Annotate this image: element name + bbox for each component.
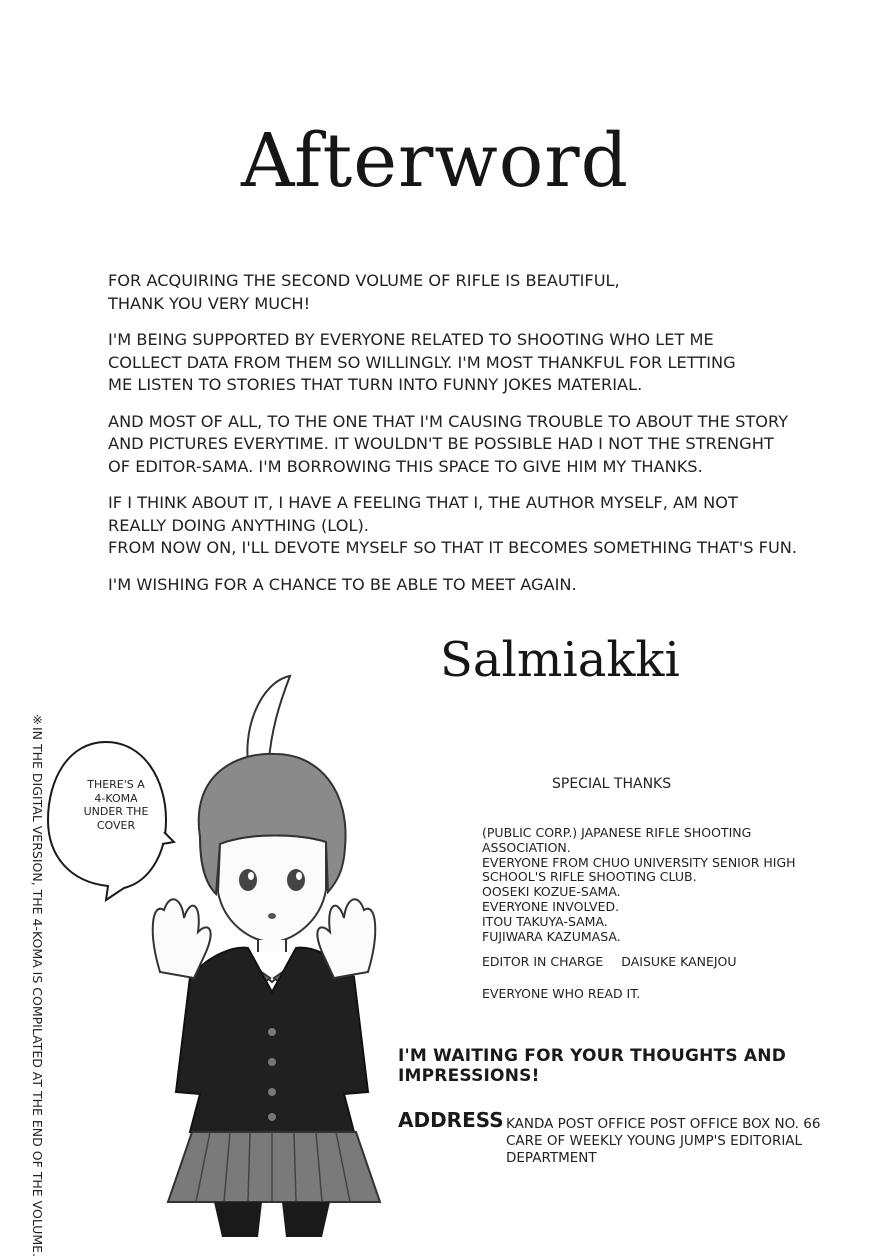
readers-credit: EVERYONE WHO READ IT. bbox=[482, 986, 641, 1001]
thanks-line: EVERYONE FROM CHUO UNIVERSITY SENIOR HIGH bbox=[482, 854, 796, 870]
digital-version-note: ※IN THE DIGITAL VERSION, THE 4-KOMA IS COMPILATED AT THE END OF THE VOLUME. bbox=[30, 712, 45, 1257]
address-line: CARE OF WEEKLY YOUNG JUMP'S EDITORIAL bbox=[506, 1133, 803, 1149]
paragraph: IF I THINK ABOUT IT, I HAVE A FEELING THAT I, THE AUTHOR MYSELF, AM NOT REALLY DOING ANYTHING (LOL). FROM NOW ON, I'LL DEVOTE MYSELF SO THAT IT BECOMES SOMETHING THAT'S FUN. bbox=[108, 493, 798, 557]
special-thanks-list bbox=[482, 826, 842, 944]
speech-bubble-text: THERE'S A 4-KOMA UNDER THE COVER bbox=[83, 778, 149, 832]
paragraph: AND MOST OF ALL, TO THE ONE THAT I'M CAUSING TROUBLE TO ABOUT THE STORY AND PICTURES EVERYTIME. IT WOULDN'T BE POSSIBLE HAD I NOT THE STRENGHT OF EDITOR-SAMA. I'M BORROWING THIS SPACE TO GIVE HIM MY THANKS. bbox=[108, 411, 789, 476]
thanks-line: SCHOOL'S RIFLE SHOOTING CLUB. bbox=[482, 869, 697, 885]
character-illustration bbox=[130, 662, 400, 1237]
thanks-line: ITOU TAKUYA-SAMA. bbox=[482, 913, 608, 929]
afterword-title: Afterword bbox=[240, 118, 630, 204]
editor-credit bbox=[482, 954, 737, 969]
address-line: DEPARTMENT bbox=[506, 1150, 597, 1166]
address-label: ADDRESS bbox=[398, 1108, 504, 1132]
thanks-line: (PUBLIC CORP.) JAPANESE RIFLE SHOOTING ASSOCIATION. bbox=[482, 825, 752, 855]
thanks-line: OOSEKI KOZUE-SAMA. bbox=[482, 884, 621, 900]
author-signature: Salmiakki bbox=[440, 632, 680, 688]
afterword-body bbox=[108, 270, 808, 610]
paragraph: FOR ACQUIRING THE SECOND VOLUME OF RIFLE IS BEAUTIFUL, THANK YOU VERY MUCH! bbox=[108, 271, 620, 313]
special-thanks-heading: SPECIAL THANKS bbox=[552, 776, 672, 792]
address-block bbox=[506, 1116, 856, 1167]
editor-name: DAISUKE KANEJOU bbox=[621, 954, 737, 969]
feedback-call: I'M WAITING FOR YOUR THOUGHTS AND IMPRESSIONS! bbox=[398, 1046, 787, 1086]
editor-label: EDITOR IN CHARGE bbox=[482, 954, 604, 969]
thanks-line: EVERYONE INVOLVED. bbox=[482, 898, 620, 914]
paragraph: I'M WISHING FOR A CHANCE TO BE ABLE TO MEET AGAIN. bbox=[108, 574, 577, 594]
address-line: KANDA POST OFFICE POST OFFICE BOX NO. 66 bbox=[506, 1116, 821, 1132]
paragraph: I'M BEING SUPPORTED BY EVERYONE RELATED TO SHOOTING WHO LET ME COLLECT DATA FROM THEM SO WILLINGLY. I'M MOST THANKFUL FOR LETTING ME LISTEN TO STORIES THAT TURN INTO FUNNY JOKES MATERIAL. bbox=[108, 330, 736, 394]
thanks-line: FUJIWARA KAZUMASA. bbox=[482, 928, 621, 944]
